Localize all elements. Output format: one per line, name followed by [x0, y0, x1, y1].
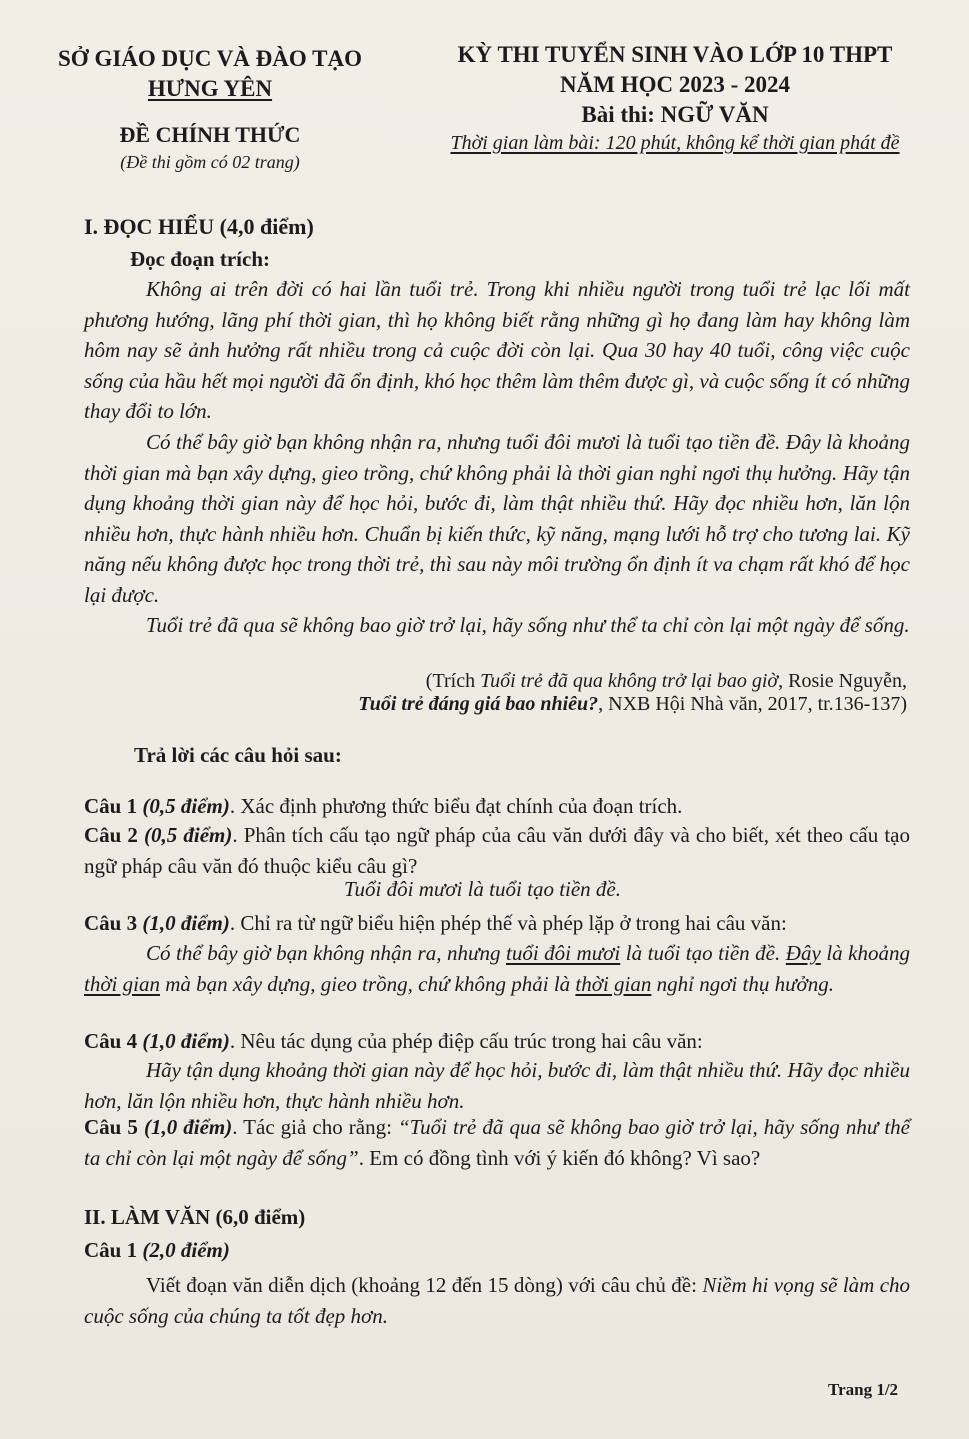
question-4-quote: Hãy tận dụng khoảng thời gian này để học hỏi, bước đi, làm thật nhiều thứ. Hãy đọc nhiều hơn, lăn lộn nhiều hơn, thực hành nhiều hơn.: [84, 1058, 910, 1113]
answer-prompt: Trả lời các câu hỏi sau:: [134, 743, 342, 767]
header-left: [40, 44, 380, 173]
section2-question-1-label: Câu 1 (2,0 điểm): [84, 1238, 230, 1262]
citation-title: Tuổi trẻ đã qua không trở lại bao giờ: [480, 670, 779, 692]
question-3-quote: Có thể bây giờ bạn không nhận ra, nhưng tuổi đôi mươi là tuổi tạo tiền đề. Đây là khoảng thời gian mà bạn xây dựng, gieo trồng, chứ không phải là thời gian nghỉ ngơi thụ hưởng.: [84, 941, 911, 996]
header-right: [420, 40, 930, 155]
pages-note: (Đề thi gồm có 02 trang): [120, 152, 300, 172]
school-year: NĂM HỌC 2023 - 2024: [560, 72, 790, 97]
citation-book: Tuổi trẻ đáng giá bao nhiêu?: [358, 693, 599, 715]
question-4: Câu 4 (1,0 điểm). Nêu tác dụng của phép điệp cấu trúc trong hai câu văn:: [84, 1029, 703, 1053]
time-note: Thời gian làm bài: 120 phút, không kể thời gian phát đề: [450, 132, 900, 154]
question-2: Câu 2 (0,5 điểm). Phân tích cấu tạo ngữ pháp của câu văn dưới đây và cho biết, xét theo cấu tạo ngữ pháp câu văn đó thuộc kiểu câu gì?: [84, 823, 910, 878]
citation: (Trích Tuổi trẻ đã qua không trở lại bao giờ, Rosie Nguyễn, Tuổi trẻ đáng giá bao nhiêu?, NXB Hội Nhà văn, 2017, tr.136-137): [358, 670, 907, 715]
passage-paragraph-2: Có thể bây giờ bạn không nhận ra, nhưng tuổi đôi mươi là tuổi tạo tiền đề. Đây là khoảng thời gian mà bạn xây dựng, gieo trồng, chứ không phải là thời gian nghỉ ngơi thụ hưởng. Hãy tận dụng khoảng thời gian này để học hỏi, bước đi, làm thật nhiều thứ. Hãy đọc nhiều hơn, lăn lộn nhiều hơn, thực hành nhiều hơn. Chuẩn bị kiến thức, kỹ năng, mạng lưới hỗ trợ cho tương lai. Kỹ năng nếu không được học trong thời trẻ, thì sau này môi trường ổn định ít va chạm rất khó để học lại được.: [84, 430, 910, 607]
passage-paragraph-1: Không ai trên đời có hai lần tuổi trẻ. Trong khi nhiều người trong tuổi trẻ lạc lối mất phương hướng, lãng phí thời gian, thì họ không biết rằng những gì họ đang làm hay không làm hôm nay sẽ ảnh hưởng rất nhiều trong cả cuộc đời còn lại. Qua 30 hay 40 tuổi, công việc cuộc sống của hầu hết mọi người đã ổn định, khó học thêm làm thêm được gì, và cuộc sống ít có những thay đổi to lớn.: [84, 277, 910, 423]
topic-sentence: Niềm hi vọng sẽ làm cho cuộc sống của chúng ta tốt đẹp hơn.: [84, 1273, 911, 1328]
section1-title: I. ĐỌC HIỂU (4,0 điểm): [84, 214, 314, 239]
question-1: Câu 1 (0,5 điểm). Xác định phương thức biểu đạt chính của đoạn trích.: [84, 794, 683, 818]
question-3: Câu 3 (1,0 điểm). Chỉ ra từ ngữ biểu hiện phép thế và phép lặp ở trong hai câu văn:: [84, 911, 787, 935]
section2-title: II. LÀM VĂN (6,0 điểm): [84, 1205, 306, 1229]
question-2-quote: Tuổi đôi mươi là tuổi tạo tiền đề.: [344, 877, 621, 901]
section2-question-1-text: Viết đoạn văn diễn dịch (khoảng 12 đến 15 dòng) với câu chủ đề: Niềm hi vọng sẽ làm cho cuộc sống của chúng ta tốt đẹp hơn.: [84, 1273, 911, 1328]
page-number: Trang 1/2: [828, 1380, 899, 1399]
official-label: ĐỀ CHÍNH THỨC: [119, 122, 301, 147]
exam-title: KỲ THI TUYỂN SINH VÀO LỚP 10 THPT: [457, 42, 893, 67]
subject: Bài thi: NGỮ VĂN: [581, 102, 769, 127]
passage-paragraph-3: Tuổi trẻ đã qua sẽ không bao giờ trở lại, hãy sống như thể ta chỉ còn lại một ngày để sống.: [146, 613, 910, 637]
department-name: SỞ GIÁO DỤC VÀ ĐÀO TẠO: [58, 46, 362, 71]
province-name: HƯNG YÊN: [147, 76, 273, 101]
read-label: Đọc đoạn trích:: [130, 247, 270, 271]
question-5: Câu 5 (1,0 điểm). Tác giả cho rằng: “Tuổi trẻ đã qua sẽ không bao giờ trở lại, hãy sống như thể ta chỉ còn lại một ngày để sống”. Em có đồng tình với ý kiến đó không? Vì sao?: [84, 1115, 911, 1170]
